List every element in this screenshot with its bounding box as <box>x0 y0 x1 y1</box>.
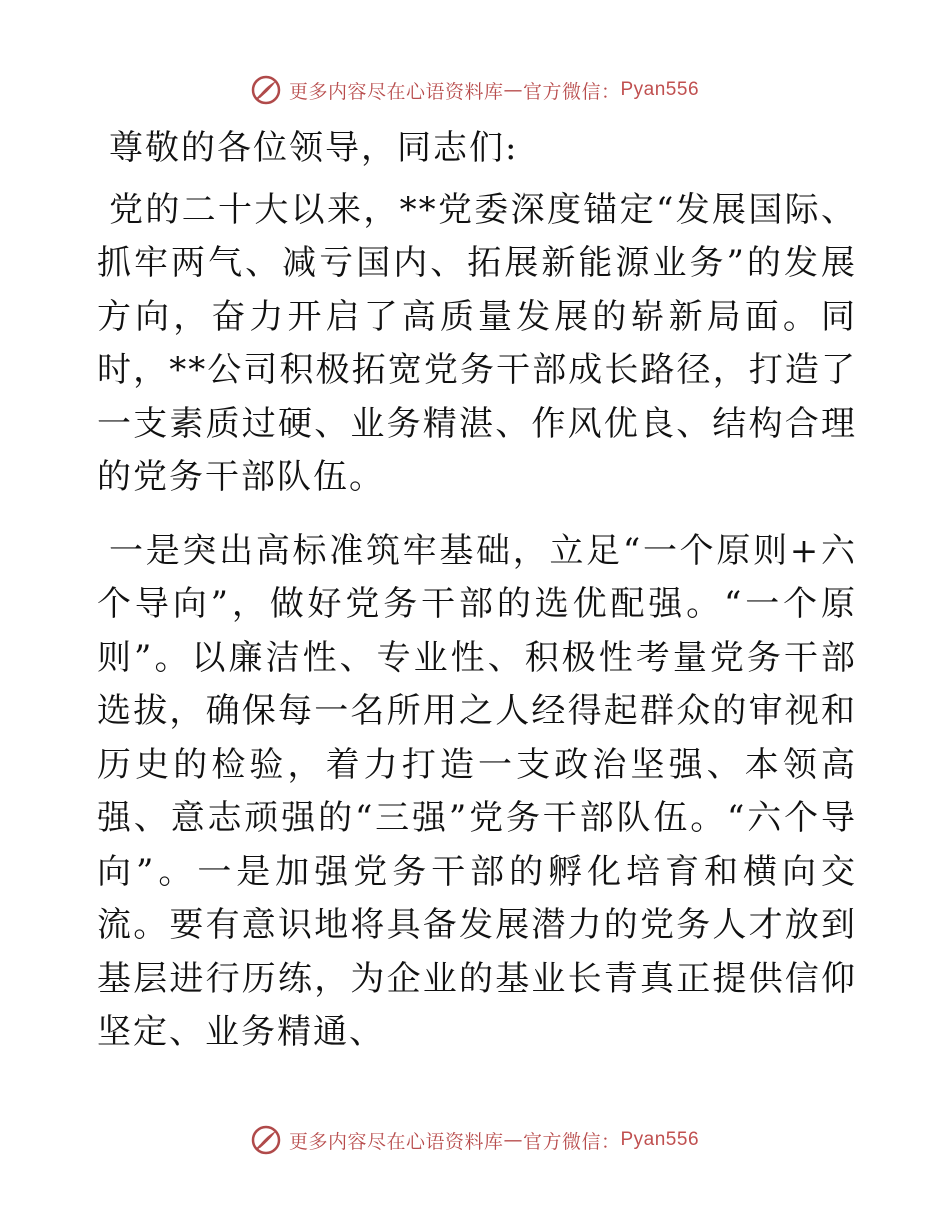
watermark-wechat-id: Pyan556 <box>620 1129 700 1150</box>
footer-watermark <box>0 1120 950 1160</box>
document-body <box>97 122 857 1060</box>
watermark-separator: — <box>503 79 523 101</box>
paragraph-1: 党的二十大以来，**党委深度锚定“发展国际、抓牢两气、减亏国内、拓展新能源业务”的发展方向，奋力开启了高质量发展的崭新局面。同时，**公司积极拓宽党务干部成长路径，打造了一支素质过硬、业务精湛、作风优良、结构合理的党务干部队伍。 <box>97 189 857 497</box>
watermark-separator: — <box>503 1129 523 1151</box>
header-watermark <box>0 70 950 110</box>
watermark-label: 官方微信： <box>522 80 621 103</box>
watermark-label: 官方微信： <box>522 1130 621 1153</box>
paragraph-2: 一是突出高标准筑牢基础，立足“一个原则+六个导向”，做好党务干部的选优配强。“一个原则”。以廉洁性、专业性、积极性考量党务干部选拔，确保每一名所用之人经得起群众的审视和历史的检验，着力打造一支政治坚强、本领高强、意志顽强的“三强”党务干部队伍。“六个导向”。一是加强党务干部的孵化培育和横向交流。要有意识地将具备发展潜力的党务人才放到基层进行历练，为企业的基业长青真正提供信仰坚定、业务精通、 <box>97 530 857 1052</box>
watermark-site-text: 更多内容尽在心语资料库 <box>288 1130 504 1153</box>
quill-pen-logo-icon <box>251 1125 281 1155</box>
salutation: 尊敬的各位领导，同志们: <box>109 128 519 168</box>
quill-pen-logo-icon <box>251 75 281 105</box>
watermark-wechat-id: Pyan556 <box>620 79 700 100</box>
watermark-site-text: 更多内容尽在心语资料库 <box>288 80 504 103</box>
